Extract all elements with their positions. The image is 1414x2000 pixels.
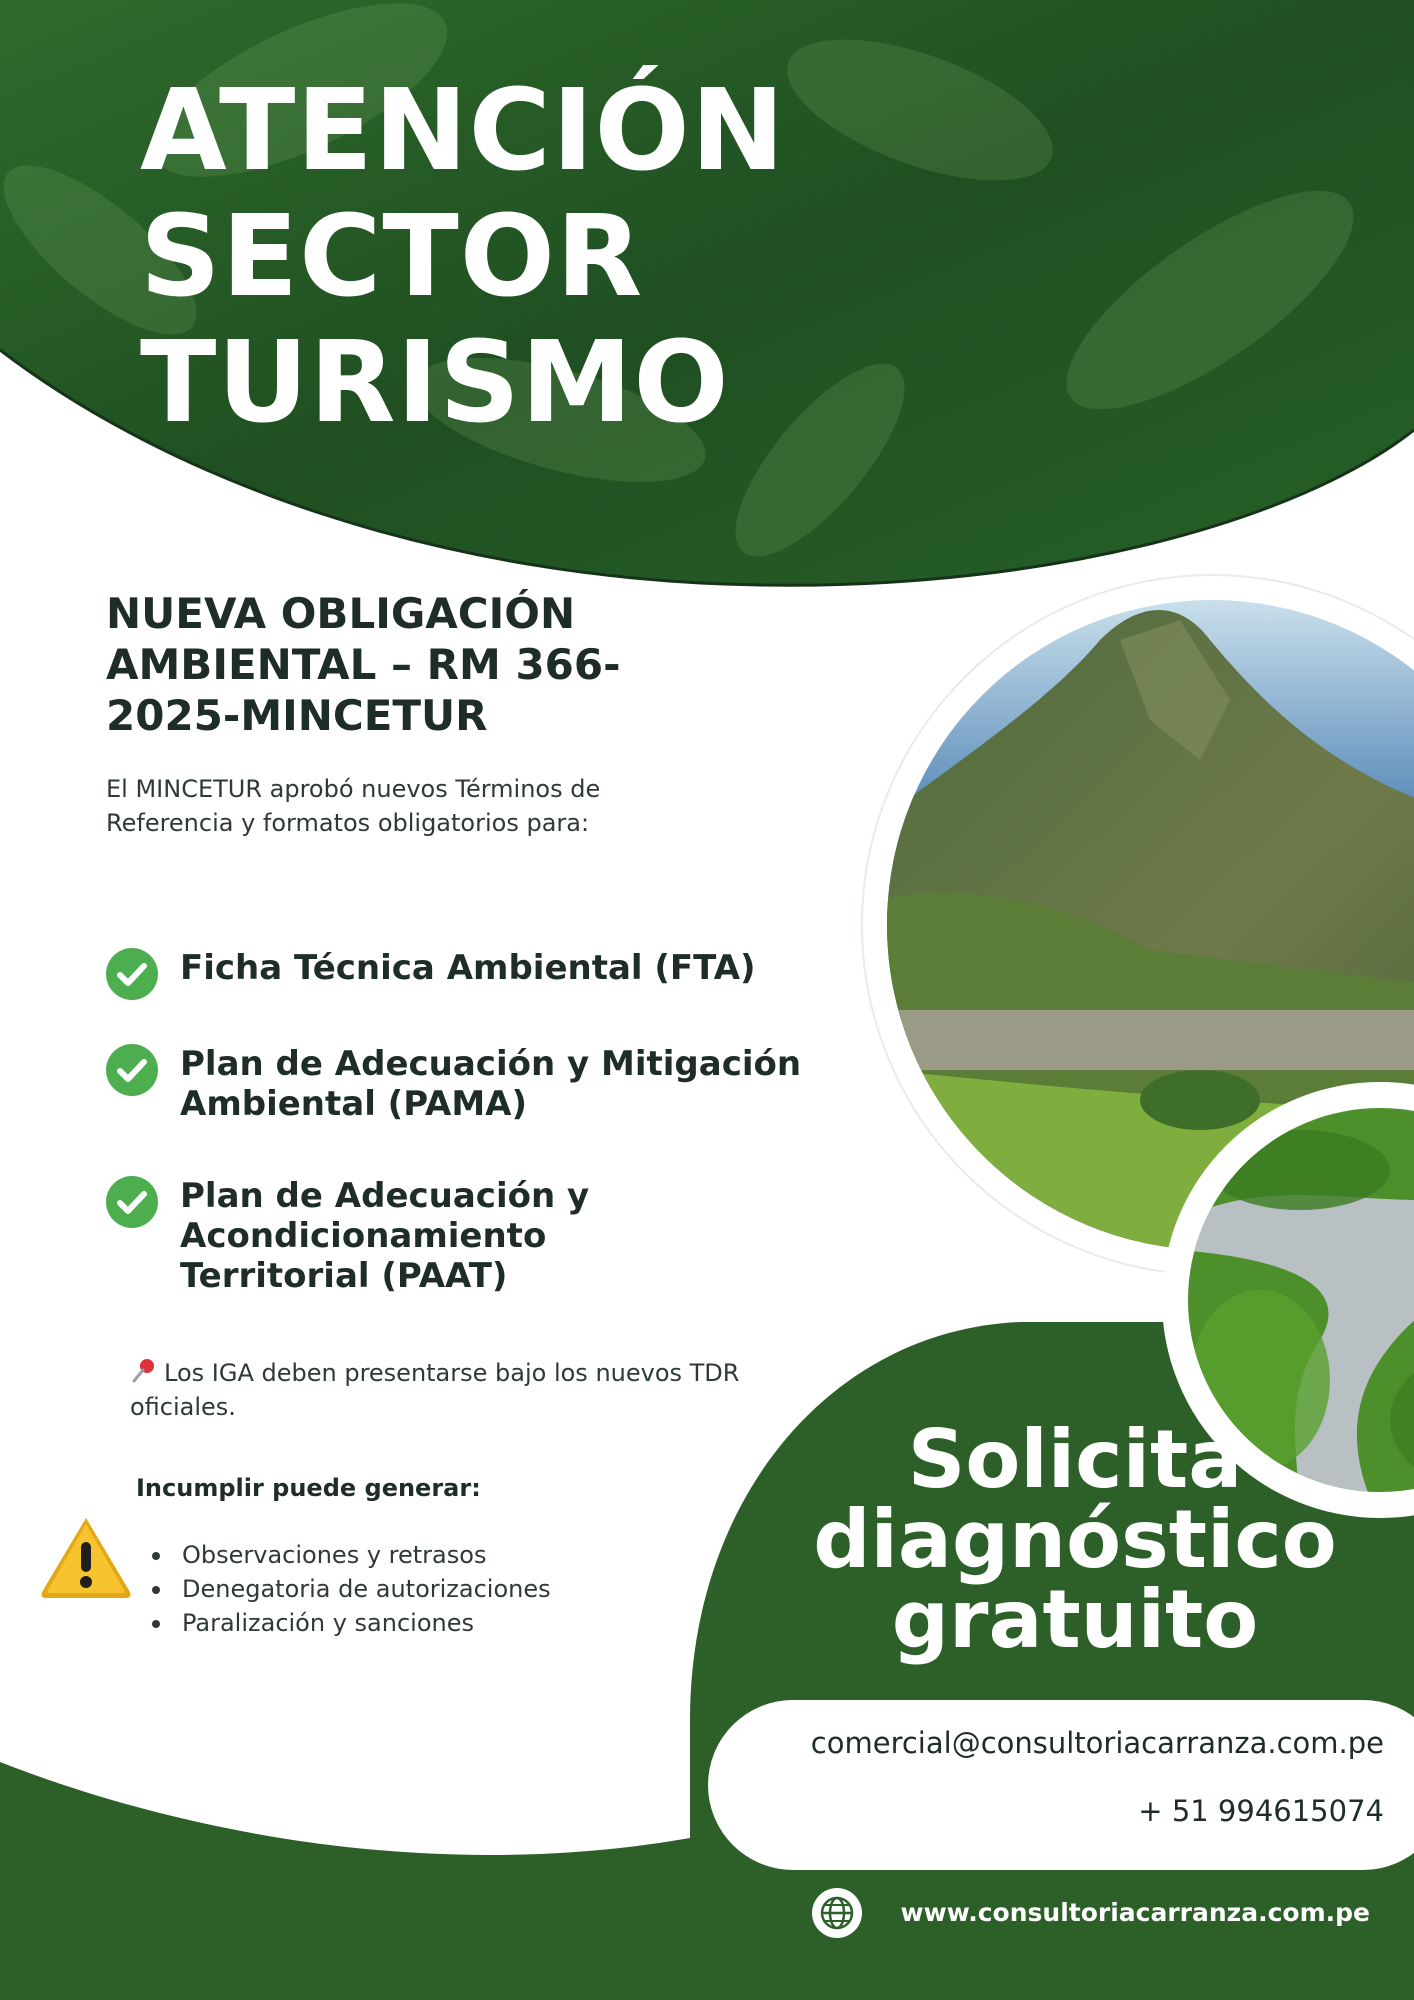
list-item [106,948,840,1000]
check-circle-icon [106,1044,158,1096]
warning-icon [38,1512,134,1600]
headline-line: ATENCIÓN [140,66,786,196]
list-item-label: Plan de Adecuación y Acondicionamiento Territorial (PAAT) [180,1176,590,1296]
check-circle-icon [106,948,158,1000]
list-item: Denegatoria de autorizaciones [152,1572,551,1606]
pushpin-icon [130,1357,158,1385]
intro-text: El MINCETUR aprobó nuevos Términos de Referencia y formatos obligatorios para: [106,775,601,837]
list-item [106,1044,840,1124]
cta-heading [790,1413,1360,1666]
cta-line: diagnóstico [813,1493,1337,1586]
list-item-label: Ficha Técnica Ambiental (FTA) [180,948,756,988]
phone-number[interactable]: + 51 994615074 [1138,1794,1384,1828]
consequences-list [152,1538,551,1640]
globe-icon [812,1888,862,1938]
cta-line: Solicita [907,1413,1243,1506]
check-circle-icon [106,1176,158,1228]
iga-note [130,1356,770,1424]
cta-line: gratuito [891,1573,1259,1666]
warning-title: Incumplir puede generar: [136,1474,481,1502]
list-item: Paralización y sanciones [152,1606,551,1640]
email-link[interactable]: comercial@consultoriacarranza.com.pe [810,1726,1384,1760]
list-item [106,1176,650,1296]
note-text: Los IGA deben presentarse bajo los nuevos TDR oficiales. [130,1359,740,1421]
list-item: Observaciones y retrasos [152,1538,551,1572]
website-link[interactable]: www.consultoriacarranza.com.pe [900,1898,1370,1927]
headline-line: TURISMO [140,318,730,448]
headline-line: SECTOR [140,192,644,322]
list-item-label: Plan de Adecuación y Mitigación Ambiental (PAMA) [180,1044,802,1124]
regulation-title: NUEVA OBLIGACIÓN AMBIENTAL – RM 366-2025-MINCETUR [106,589,621,740]
headline [140,68,785,446]
